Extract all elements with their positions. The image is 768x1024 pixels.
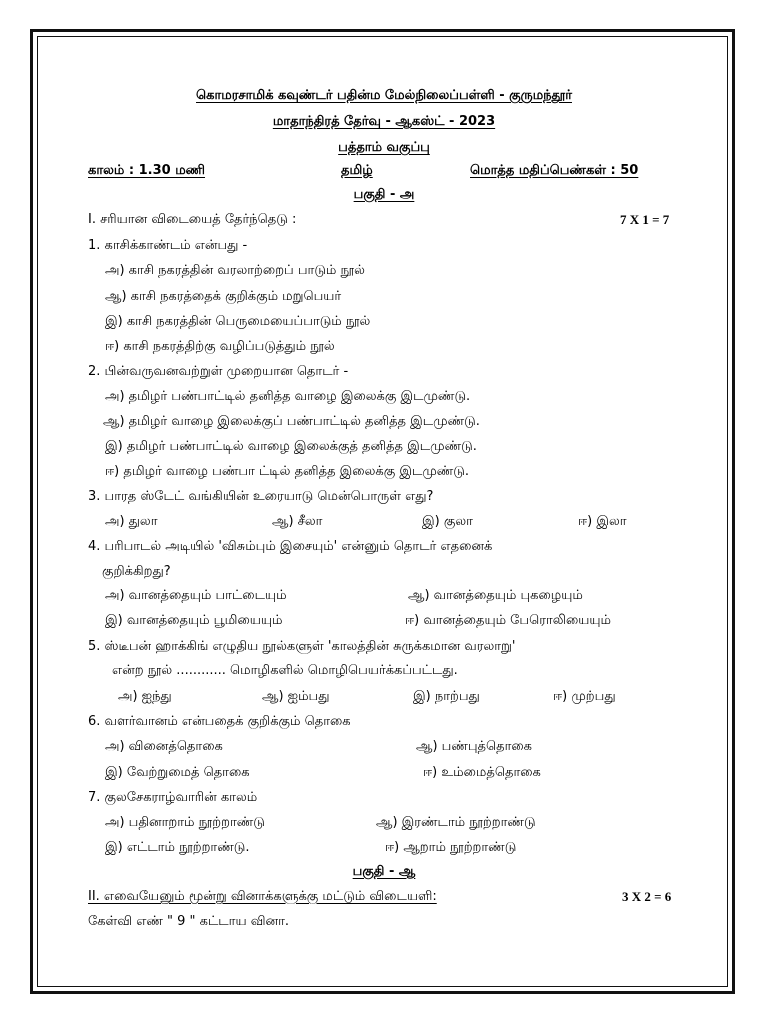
q3-option-c: இ) குலா [422, 514, 473, 529]
question-5: 5. ஸ்டீபன் ஹாக்கிங் எழுதிய நூல்களுள் 'காலத்தின் சுருக்கமான வரலாறு' [88, 639, 516, 654]
question-3: 3. பாரத ஸ்டேட் வங்கியின் உரையாடு மென்பொருள் எது? [88, 489, 434, 504]
q7-option-b: ஆ) இரண்டாம் நூற்றாண்டு [376, 815, 536, 830]
q5-option-d: ஈ) முற்பது [553, 689, 616, 704]
subject-name: தமிழ் [341, 163, 373, 178]
part-b-marks: 3 X 2 = 6 [622, 889, 672, 904]
school-name: கொமரசாமிக் கவுண்டர் பதின்ம மேல்நிலைப்பள்ளி - குருமந்தூர் [196, 88, 572, 103]
question-1: 1. காசிக்காண்டம் என்பது - [88, 238, 248, 253]
part-b-note: கேள்வி எண் " 9 " கட்டாய வினா. [88, 914, 290, 929]
q2-option-d: ஈ) தமிழர் வாழை பண்பா ட்டில் தனித்த இலைக்கு இடமுண்டு. [105, 464, 470, 479]
class-name: பத்தாம் வகுப்பு [338, 140, 430, 155]
q4-option-a: அ) வானத்தையும் பாட்டையும் [105, 588, 287, 603]
q3-option-a: அ) துலா [105, 514, 158, 529]
total-marks: மொத்த மதிப்பெண்கள் : 50 [470, 163, 639, 178]
question-4: 4. பரிபாடல் அடியில் 'விசும்பும் இசையும்' என்னும் தொடர் எதனைக் [88, 539, 493, 554]
question-2: 2. பின்வருவனவற்றுள் முறையான தொடர் - [88, 364, 349, 379]
exam-time: காலம் : 1.30 மணி [88, 163, 206, 178]
q5-option-c: இ) நாற்பது [413, 689, 480, 704]
q6-option-a: அ) வினைத்தொகை [105, 739, 223, 754]
part-a-instruction: I. சரியான விடையைத் தேர்ந்தெடு : [88, 212, 297, 227]
q7-option-c: இ) எட்டாம் நூற்றாண்டு. [105, 840, 250, 855]
part-a-marks: 7 X 1 = 7 [620, 212, 670, 227]
q7-option-a: அ) பதினாறாம் நூற்றாண்டு [105, 815, 265, 830]
question-5-cont: என்ற நூல் ............ மொழிகளில் மொழிபெயர்க்கப்பட்டது. [112, 663, 458, 678]
q1-option-a: அ) காசி நகரத்தின் வரலாற்றைப் பாடும் நூல் [105, 263, 365, 278]
q6-option-b: ஆ) பண்புத்தொகை [416, 739, 532, 754]
q6-option-c: இ) வேற்றுமைத் தொகை [105, 765, 250, 780]
q6-option-d: ஈ) உம்மைத்தொகை [423, 765, 541, 780]
q3-option-d: ஈ) இலா [578, 514, 627, 529]
part-b-instruction: II. எவையேனும் மூன்று வினாக்களுக்கு மட்டும் விடையளி: [88, 889, 437, 904]
q2-option-a: அ) தமிழர் பண்பாட்டில் தனித்த வாழை இலைக்கு இடமுண்டு. [105, 389, 471, 404]
q7-option-d: ஈ) ஆறாம் நூற்றாண்டு [385, 840, 517, 855]
question-7: 7. குலசேகராழ்வாரின் காலம் [88, 790, 258, 805]
question-4-cont: குறிக்கிறது? [102, 564, 171, 579]
q5-option-b: ஆ) ஐம்பது [262, 689, 330, 704]
part-a-title: பகுதி - அ [353, 187, 415, 202]
q1-option-b: ஆ) காசி நகரத்தைக் குறிக்கும் மறுபெயர் [105, 289, 342, 304]
exam-title: மாதாந்திரத் தேர்வு - ஆகஸ்ட் - 2023 [272, 114, 496, 129]
q2-option-c: இ) தமிழர் பண்பாட்டில் வாழை இலைக்குத் தனித்த இடமுண்டு. [105, 439, 477, 454]
q5-option-a: அ) ஐந்து [118, 689, 172, 704]
part-b-title: பகுதி - ஆ [352, 864, 416, 879]
q4-option-b: ஆ) வானத்தையும் புகழையும் [408, 588, 583, 603]
q1-option-c: இ) காசி நகரத்தின் பெருமையைப்பாடும் நூல் [105, 314, 371, 329]
q1-option-d: ஈ) காசி நகரத்திற்கு வழிப்படுத்தும் நூல் [105, 339, 335, 354]
q3-option-b: ஆ) சீலா [272, 514, 323, 529]
q4-option-d: ஈ) வானத்தையும் பேரொலியையும் [405, 613, 612, 628]
question-6: 6. வளர்வானம் என்பதைக் குறிக்கும் தொகை [88, 714, 351, 729]
q4-option-c: இ) வானத்தையும் பூமியையும் [105, 613, 283, 628]
q2-option-b: ஆ) தமிழர் வாழை இலைக்குப் பண்பாட்டில் தனித்த இடமுண்டு. [103, 414, 480, 429]
